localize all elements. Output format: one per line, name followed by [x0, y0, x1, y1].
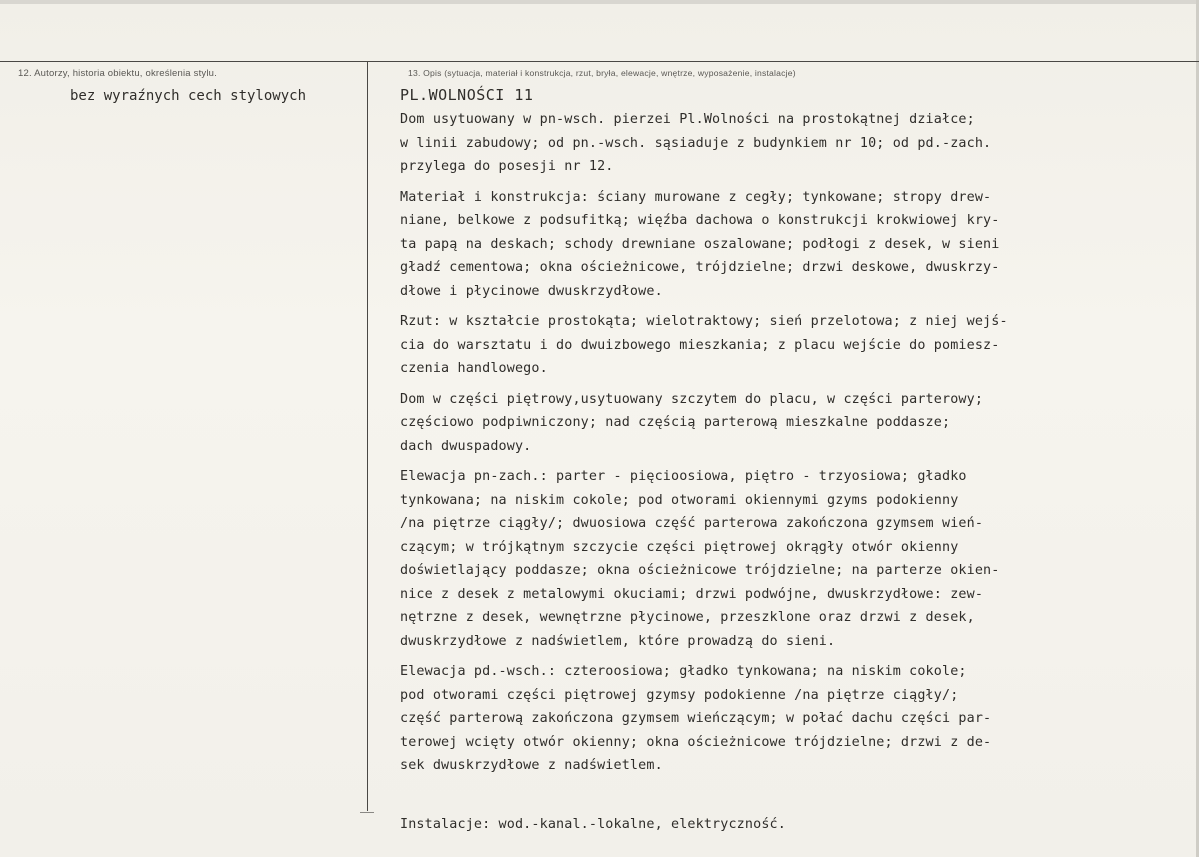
address-title: PL.WOLNOŚCI 11	[400, 86, 534, 104]
scan-edge-top	[0, 0, 1199, 4]
paragraph-southeast-elevation: Elewacja pd.-wsch.: czteroosiowa; gładko tynkowana; na niskim cokole; pod otworami części piętrowej gzymsy podokienne /na piętrze ciągły/; część parterową zakończona gzymsem wieńczącym; w połać dachu części par- terowej wcięty otwór okienny; okna ościeżnicowe trójdzielne; drzwi z de- sek dwuskrzydłowe z nadświetlem.	[400, 664, 992, 773]
paragraph-location: Dom usytuowany w pn-wsch. pierzei Pl.Wolności na prostokątnej działce; w linii zabudowy; od pn.-wsch. sąsiaduje z budynkiem nr 10; od pd.-zach. przylega do posesji nr 12.	[400, 112, 992, 174]
paragraph-material-construction: Materiał i konstrukcja: ściany murowane z cegły; tynkowane; stropy drew- niane, belkowe z podsufitką; więźba dachowa o konstrukcji krokwiowej kry- ta papą na deskach; schody drewniane oszalowane; podłogi z desek, w sieni gładź cementowa; okna ościeżnicowe, trójdzielne; drzwi deskowe, dwuskrzy- dłowe i płycinowe dwuskrzydłowe.	[400, 189, 1000, 299]
style-determination-value: bez wyraźnych cech stylowych	[70, 88, 307, 104]
section-13-header: 13. Opis (sytuacja, materiał i konstrukcja, rzut, bryła, elewacje, wnętrze, wyposażenie, instalacje)	[408, 68, 796, 78]
section-12-header: 12. Autorzy, historia obiektu, określenia stylu.	[18, 68, 217, 79]
divider-end-tick	[360, 812, 374, 813]
paragraph-northwest-elevation: Elewacja pn-zach.: parter - pięcioosiowa, piętro - trzyosiowa; gładko tynkowana; na niskim cokole; pod otworami okiennymi gzyms podokienny /na piętrze ciągły/; dwuosiowa część parterowa zakończona gzymsem wień- czącym; w trójkątnym szczycie części piętrowej okrągły otwór okienny doświetlający poddasze; okna ościeżnicowe trójdzielne; na parterze okien- nice z desek z metalowymi okuciami; drzwi podwójne, dwuskrzydłowe: zew- nętrzne z desek, wewnętrzne płycinowe, przeszklone oraz drzwi z desek, dwuskrzydłowe z nadświetlem, które prowadzą do sieni.	[400, 469, 1000, 649]
installations-line: Instalacje: wod.-kanal.-lokalne, elektryczność.	[400, 817, 786, 832]
form-column-divider	[367, 61, 368, 811]
form-horizontal-rule	[0, 61, 1199, 62]
description-block	[400, 86, 1160, 785]
paragraph-massing: Dom w części piętrowy,usytuowany szczytem do placu, w części parterowy; częściowo podpiwniczony; nad częścią parterową mieszkalne poddasze; dach dwuspadowy.	[400, 391, 984, 454]
paragraph-floor-plan: Rzut: w kształcie prostokąta; wielotraktowy; sień przelotowa; z niej wejś- cia do warsztatu i do dwuizbowego mieszkania; z placu wejście do pomiesz- czenia handlowego.	[400, 314, 1008, 376]
